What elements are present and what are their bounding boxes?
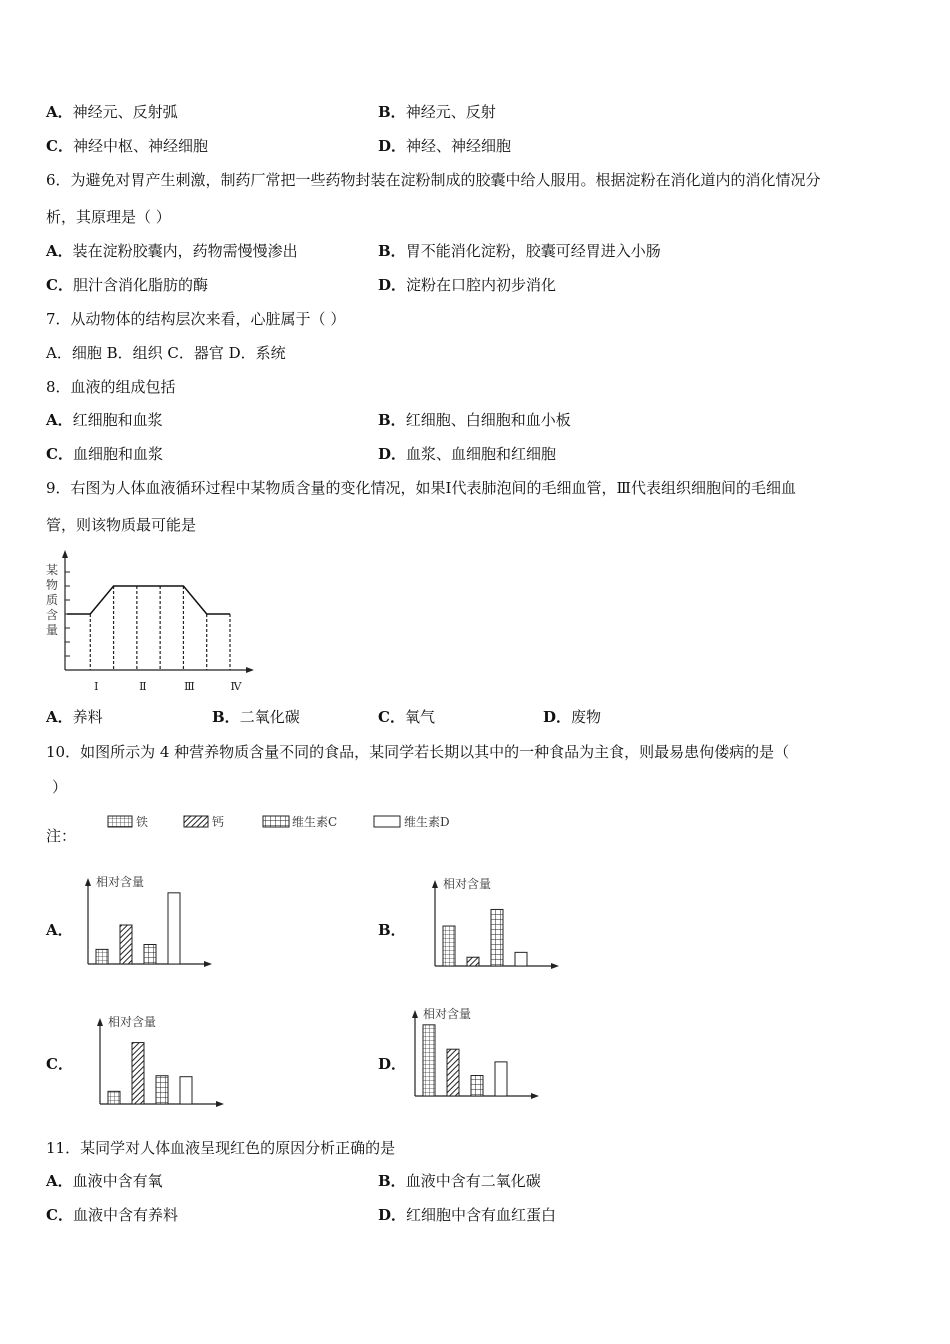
q10-chart-b[interactable] <box>425 874 565 974</box>
bar-calcium <box>467 957 479 966</box>
option-text: 血液中含有二氧化碳 <box>405 1172 541 1190</box>
option-letter: A． <box>46 242 73 260</box>
option-text: 淀粉在口腔内初步消化 <box>406 276 557 294</box>
option-letter: C． <box>46 1206 73 1224</box>
bar-vitamin-d <box>515 952 527 966</box>
bar-vitamin-d <box>168 893 180 964</box>
option-letter: A． <box>46 1172 73 1190</box>
x-tick-label: Ⅳ <box>230 680 242 693</box>
bar-calcium <box>120 925 132 964</box>
bar-vitamin-d <box>495 1062 507 1096</box>
q10-chart-d[interactable] <box>405 1004 545 1104</box>
y-axis-label-char: 量 <box>45 623 59 637</box>
y-axis-label: 相对含量 <box>423 1007 472 1021</box>
y-axis-label: 相对含量 <box>96 875 145 889</box>
option-text: 红细胞和血浆 <box>72 411 163 429</box>
q10-option-b-letter[interactable]: B． <box>378 921 406 939</box>
option-letter: B． <box>378 411 406 429</box>
bar-iron <box>108 1091 120 1104</box>
option-text: 装在淀粉胶囊内，药物需慢慢渗出 <box>72 242 298 260</box>
q10-option-d-letter[interactable]: D． <box>378 1055 407 1073</box>
legend-swatch-iron <box>108 816 132 827</box>
option-letter: A． <box>46 103 73 121</box>
y-axis-label-char: 某 <box>45 563 59 577</box>
bar-vitamin-c <box>144 945 156 965</box>
legend-label-iron: 铁 <box>136 815 149 829</box>
option-text: 神经元、反射弧 <box>72 103 178 121</box>
option-text: 神经元、反射 <box>405 103 496 121</box>
x-axis-arrow <box>216 1101 224 1107</box>
option-text: 红细胞中含有血红蛋白 <box>406 1206 557 1224</box>
option-letter: C． <box>46 445 73 463</box>
option-letter: A． <box>46 708 73 726</box>
q10-chart-a[interactable] <box>78 872 218 972</box>
q10-option-a-letter[interactable]: A． <box>46 921 73 939</box>
legend-swatch-calcium <box>184 816 208 827</box>
option-letter: C． <box>46 276 73 294</box>
legend-swatch-vitamin-d <box>374 816 400 827</box>
x-tick-label: Ⅲ <box>184 680 195 693</box>
q10-stem-line2: ） <box>52 778 68 796</box>
q8-option-a[interactable] <box>46 410 163 430</box>
q6-option-d[interactable] <box>378 275 556 295</box>
option-text: 二氧化碳 <box>239 708 300 726</box>
x-axis-arrow <box>204 961 212 967</box>
bar-vitamin-c <box>156 1076 168 1104</box>
option-text: 胃不能消化淀粉，胶囊可经胃进入小肠 <box>405 242 661 260</box>
option-text: 血浆、血细胞和红细胞 <box>406 445 557 463</box>
q9-option-d[interactable] <box>543 707 601 727</box>
option-letter: D． <box>378 1206 407 1224</box>
x-axis-arrow <box>246 667 254 673</box>
y-axis-label-char: 物 <box>45 578 59 592</box>
bar-calcium <box>447 1049 459 1096</box>
option-letter: C． <box>378 708 405 726</box>
y-axis-label: 相对含量 <box>108 1015 157 1029</box>
q10-chart-c[interactable] <box>90 1012 230 1112</box>
x-tick-label: Ⅱ <box>139 680 147 693</box>
q11-option-d[interactable] <box>378 1205 556 1225</box>
x-axis-arrow <box>531 1093 539 1099</box>
q6-stem-line1: 6．为避免对胃产生刺激，制药厂常把一些药物封装在淀粉制成的胶囊中给人服用。根据淀粉在消化道内的消化情况分 <box>46 171 821 189</box>
q10-legend <box>100 810 480 836</box>
q8-stem: 8．血液的组成包括 <box>46 378 176 396</box>
y-axis-arrow <box>62 550 68 558</box>
y-axis-label-char: 含 <box>45 608 59 622</box>
option-text: 废物 <box>571 708 602 726</box>
q9-option-c[interactable] <box>378 707 435 727</box>
q6-option-a[interactable] <box>46 241 298 261</box>
q5-option-b[interactable] <box>378 102 496 122</box>
bar-iron <box>443 926 455 966</box>
y-axis-arrow <box>432 880 438 888</box>
x-axis-arrow <box>551 963 559 969</box>
q7-stem: 7．从动物体的结构层次来看，心脏属于（ ） <box>46 310 346 328</box>
q10-option-c-letter[interactable]: C． <box>46 1055 73 1073</box>
option-text: 神经、神经细胞 <box>406 137 512 155</box>
legend-swatch-vitamin-c <box>263 816 289 827</box>
legend-label-calcium: 钙 <box>212 815 225 829</box>
option-text: 血细胞和血浆 <box>72 445 163 463</box>
q9-option-b[interactable] <box>212 707 300 727</box>
y-axis-arrow <box>412 1010 418 1018</box>
option-text: 血液中含有氧 <box>72 1172 163 1190</box>
q9-stem-line1: 9．右图为人体血液循环过程中某物质含量的变化情况，如果Ⅰ代表肺泡间的毛细血管，Ⅲ代表组织细胞间的毛细血 <box>46 479 796 497</box>
option-letter: A． <box>46 411 73 429</box>
q11-option-c[interactable] <box>46 1205 178 1225</box>
bar-vitamin-c <box>491 909 503 966</box>
y-axis-label: 相对含量 <box>443 877 492 891</box>
q5-option-d[interactable] <box>378 136 511 156</box>
legend-label-vitamin-d: 维生素D <box>404 815 450 829</box>
q11-option-a[interactable] <box>46 1171 163 1191</box>
q9-stem-line2: 管，则该物质最可能是 <box>46 516 197 534</box>
option-letter: B． <box>378 1172 406 1190</box>
option-letter: D． <box>378 276 407 294</box>
q11-stem: 11．某同学对人体血液呈现红色的原因分析正确的是 <box>46 1139 396 1157</box>
y-axis-label-char: 质 <box>45 593 59 607</box>
bar-iron <box>423 1025 435 1096</box>
q9-data-line <box>67 586 230 614</box>
option-letter: B． <box>378 103 406 121</box>
q6-option-c[interactable] <box>46 275 208 295</box>
q8-option-d[interactable] <box>378 444 556 464</box>
option-text: 养料 <box>72 708 103 726</box>
q8-option-c[interactable] <box>46 444 163 464</box>
option-letter: D． <box>543 708 572 726</box>
option-text: 神经中枢、神经细胞 <box>72 137 208 155</box>
q9-line-chart <box>40 548 260 698</box>
bar-iron <box>96 949 108 964</box>
q8-option-b[interactable] <box>378 410 571 430</box>
q6-option-b[interactable] <box>378 241 661 261</box>
q6-stem-line2: 析，其原理是（ ） <box>46 208 171 226</box>
q10-note-label: 注： <box>46 827 77 845</box>
option-text: 红细胞、白细胞和血小板 <box>405 411 571 429</box>
x-tick-label: Ⅰ <box>94 680 99 693</box>
legend-label-vitamin-c: 维生素C <box>292 815 338 829</box>
q7-options[interactable]: A．细胞 B．组织 C．器官 D．系统 <box>46 344 286 362</box>
option-letter: D． <box>378 137 407 155</box>
option-text: 胆汁含消化脂肪的酶 <box>72 276 208 294</box>
option-text: 血液中含有养料 <box>72 1206 178 1224</box>
bar-calcium <box>132 1043 144 1104</box>
q5-option-a[interactable] <box>46 102 178 122</box>
option-letter: B． <box>378 242 406 260</box>
y-axis-arrow <box>85 878 91 886</box>
y-axis-arrow <box>97 1018 103 1026</box>
bar-vitamin-c <box>471 1076 483 1096</box>
q9-option-a[interactable] <box>46 707 103 727</box>
q11-option-b[interactable] <box>378 1171 541 1191</box>
option-letter: C． <box>46 137 73 155</box>
q10-stem-line1: 10．如图所示为 4 种营养物质含量不同的食品，某同学若长期以其中的一种食品为主食，则最易患佝偻病的是（ <box>46 743 790 761</box>
option-letter: D． <box>378 445 407 463</box>
option-letter: B． <box>212 708 240 726</box>
q5-option-c[interactable] <box>46 136 208 156</box>
bar-vitamin-d <box>180 1077 192 1104</box>
option-text: 氧气 <box>404 708 435 726</box>
